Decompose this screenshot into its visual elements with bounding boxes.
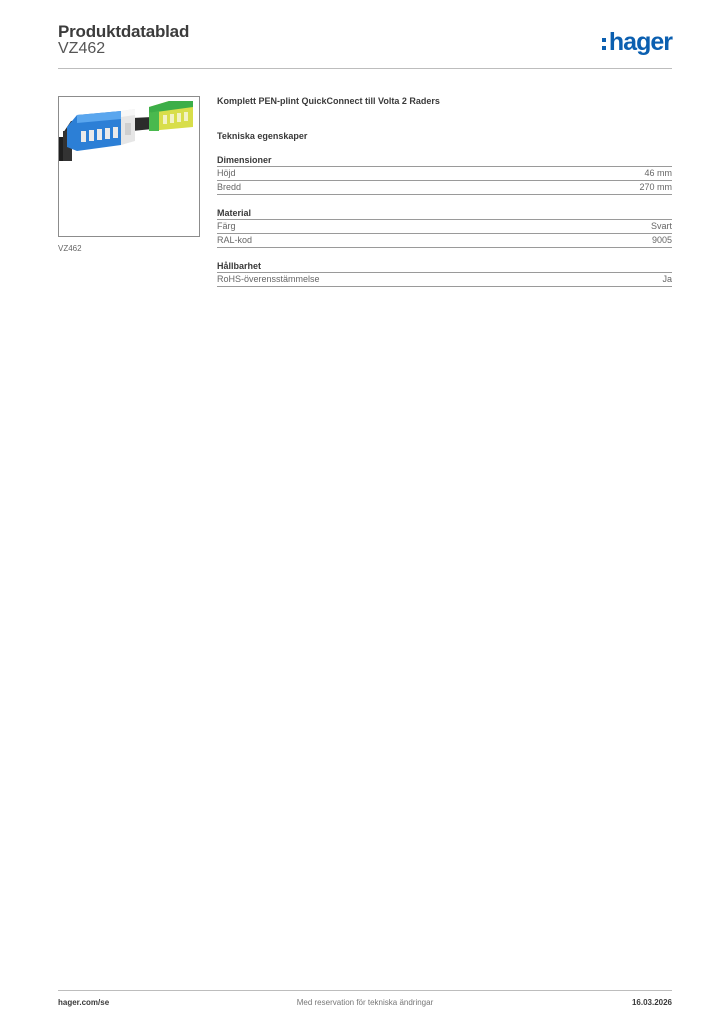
spec-value: 9005	[651, 235, 672, 245]
spec-label: RAL-kod	[217, 235, 253, 245]
spec-content	[217, 95, 672, 287]
footer-disclaimer: Med reservation för tekniska ändringar	[296, 998, 434, 1007]
section-title: Material	[217, 207, 672, 220]
document-title: Produktdatablad	[58, 22, 190, 41]
section-title: Hållbarhet	[217, 260, 672, 273]
spec-label: Färg	[217, 221, 236, 231]
spec-label: Bredd	[217, 182, 242, 192]
tech-specs-heading: Tekniska egenskaper	[217, 131, 308, 141]
logo-colon-icon	[602, 28, 606, 56]
header-divider	[58, 68, 672, 69]
logo-text: hager	[608, 28, 672, 56]
hager-logo	[602, 28, 672, 56]
footer-date: 16.03.2026	[631, 998, 672, 1007]
spec-value: Ja	[662, 274, 672, 284]
spec-row	[217, 273, 672, 287]
spec-row	[217, 220, 672, 234]
spec-label: RoHS-överensstämmelse	[217, 274, 320, 284]
section-sustainability	[217, 260, 672, 287]
footer-divider	[58, 990, 672, 991]
page-footer	[58, 998, 672, 1010]
spec-row	[217, 167, 672, 181]
spec-label: Höjd	[217, 168, 236, 178]
product-name: Komplett PEN-plint QuickConnect till Volta 2 Raders	[217, 96, 440, 106]
spec-value: 46 mm	[644, 168, 672, 178]
section-material	[217, 207, 672, 248]
pen-terminal-icon	[59, 97, 199, 236]
spec-value: Svart	[650, 221, 672, 231]
product-image	[58, 96, 200, 237]
page-header	[58, 20, 672, 68]
spec-row	[217, 234, 672, 248]
footer-website-link[interactable]: hager.com/se	[58, 998, 110, 1007]
spec-row	[217, 181, 672, 195]
product-code: VZ462	[58, 40, 106, 57]
spec-value: 270 mm	[639, 182, 672, 192]
section-dimensions	[217, 154, 672, 195]
image-caption: VZ462	[58, 244, 82, 253]
section-title: Dimensioner	[217, 154, 672, 167]
